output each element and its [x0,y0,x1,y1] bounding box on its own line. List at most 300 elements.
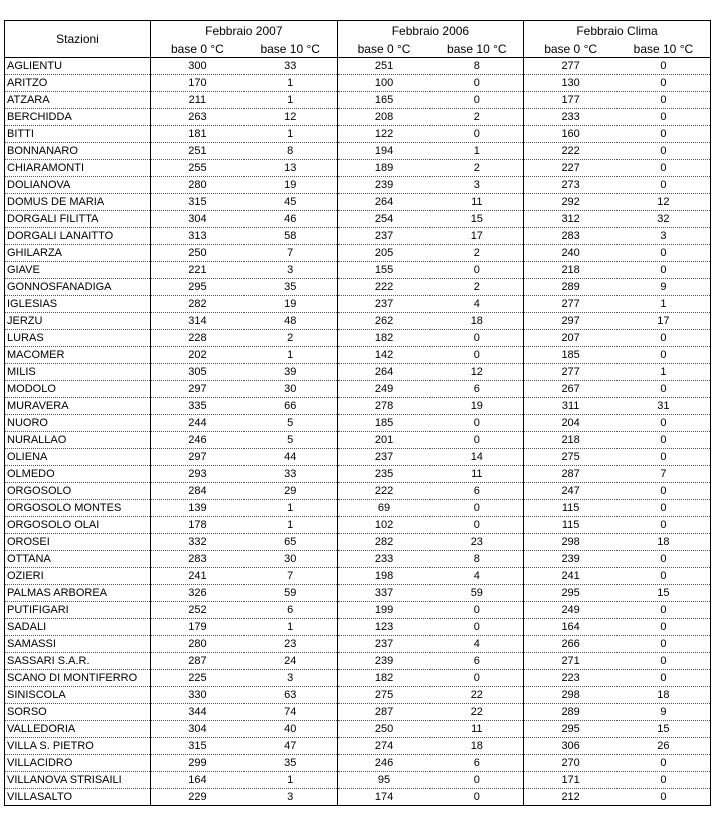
value-cell: 185 [524,347,617,364]
value-cell: 0 [617,92,710,109]
value-cell: 244 [151,415,244,432]
value-cell: 130 [524,75,617,92]
value-cell: 287 [524,466,617,483]
value-cell: 182 [337,670,430,687]
value-cell: 199 [337,602,430,619]
value-cell: 95 [337,772,430,789]
value-cell: 273 [524,177,617,194]
table-row [5,551,711,568]
value-cell: 0 [617,415,710,432]
value-cell: 1 [617,364,710,381]
value-cell: 277 [524,296,617,313]
value-cell: 6 [430,653,523,670]
degree-days-table-container [4,20,711,806]
station-name-cell: VILLA S. PIETRO [5,738,151,755]
group-header-febbraio-2007: Febbraio 2007 [151,21,338,42]
table-row [5,109,711,126]
value-cell: 65 [244,534,337,551]
value-cell: 0 [617,109,710,126]
table-row [5,432,711,449]
station-name-cell: PUTIFIGARI [5,602,151,619]
table-body [5,58,711,806]
value-cell: 337 [337,585,430,602]
value-cell: 1 [244,517,337,534]
value-cell: 282 [151,296,244,313]
value-cell: 0 [617,568,710,585]
value-cell: 171 [524,772,617,789]
table-row [5,500,711,517]
value-cell: 7 [617,466,710,483]
value-cell: 165 [337,92,430,109]
value-cell: 102 [337,517,430,534]
value-cell: 142 [337,347,430,364]
value-cell: 237 [337,636,430,653]
value-cell: 47 [244,738,337,755]
value-cell: 262 [337,313,430,330]
value-cell: 0 [430,670,523,687]
station-name-cell: GHILARZA [5,245,151,262]
value-cell: 270 [524,755,617,772]
value-cell: 2 [430,109,523,126]
value-cell: 0 [617,789,710,806]
table-row [5,228,711,245]
value-cell: 289 [524,279,617,296]
value-cell: 0 [617,330,710,347]
value-cell: 344 [151,704,244,721]
value-cell: 185 [337,415,430,432]
subheader-base-10: base 10 °C [430,41,523,58]
value-cell: 0 [430,415,523,432]
value-cell: 0 [617,432,710,449]
station-name-cell: OROSEI [5,534,151,551]
value-cell: 14 [430,449,523,466]
value-cell: 0 [617,381,710,398]
table-row [5,347,711,364]
table-row [5,279,711,296]
value-cell: 295 [151,279,244,296]
value-cell: 19 [244,296,337,313]
group-header-febbraio-clima: Febbraio Clima [524,21,711,42]
table-row [5,449,711,466]
value-cell: 46 [244,211,337,228]
value-cell: 218 [524,432,617,449]
value-cell: 287 [151,653,244,670]
table-row [5,398,711,415]
value-cell: 237 [337,449,430,466]
value-cell: 0 [617,262,710,279]
value-cell: 6 [430,381,523,398]
value-cell: 0 [617,755,710,772]
value-cell: 306 [524,738,617,755]
table-row [5,534,711,551]
value-cell: 222 [524,143,617,160]
value-cell: 1 [244,126,337,143]
table-row [5,585,711,602]
value-cell: 26 [617,738,710,755]
value-cell: 1 [244,619,337,636]
value-cell: 139 [151,500,244,517]
value-cell: 3 [617,228,710,245]
value-cell: 299 [151,755,244,772]
station-name-cell: BITTI [5,126,151,143]
station-name-cell: LURAS [5,330,151,347]
station-column-header: Stazioni [5,21,151,58]
value-cell: 18 [617,687,710,704]
value-cell: 1 [244,500,337,517]
value-cell: 33 [244,466,337,483]
value-cell: 181 [151,126,244,143]
value-cell: 267 [524,381,617,398]
station-name-cell: GIAVE [5,262,151,279]
value-cell: 6 [430,755,523,772]
value-cell: 63 [244,687,337,704]
value-cell: 211 [151,92,244,109]
value-cell: 5 [244,415,337,432]
value-cell: 164 [524,619,617,636]
value-cell: 205 [337,245,430,262]
value-cell: 218 [524,262,617,279]
station-name-cell: MODOLO [5,381,151,398]
value-cell: 330 [151,687,244,704]
station-name-cell: AGLIENTU [5,58,151,75]
table-row [5,194,711,211]
value-cell: 48 [244,313,337,330]
value-cell: 202 [151,347,244,364]
table-row [5,670,711,687]
value-cell: 17 [430,228,523,245]
value-cell: 58 [244,228,337,245]
value-cell: 312 [524,211,617,228]
value-cell: 233 [524,109,617,126]
value-cell: 155 [337,262,430,279]
value-cell: 5 [244,432,337,449]
value-cell: 40 [244,721,337,738]
value-cell: 9 [617,704,710,721]
value-cell: 1 [617,296,710,313]
value-cell: 18 [617,534,710,551]
value-cell: 0 [430,772,523,789]
table-row [5,789,711,806]
value-cell: 0 [430,75,523,92]
station-name-cell: IGLESIAS [5,296,151,313]
value-cell: 1 [244,347,337,364]
table-row [5,755,711,772]
station-name-cell: OLIENA [5,449,151,466]
table-row [5,381,711,398]
value-cell: 123 [337,619,430,636]
table-row [5,619,711,636]
value-cell: 250 [337,721,430,738]
value-cell: 31 [617,398,710,415]
value-cell: 313 [151,228,244,245]
value-cell: 0 [430,92,523,109]
value-cell: 3 [244,789,337,806]
station-name-cell: NURALLAO [5,432,151,449]
value-cell: 3 [244,262,337,279]
value-cell: 23 [430,534,523,551]
value-cell: 0 [617,517,710,534]
value-cell: 74 [244,704,337,721]
value-cell: 0 [430,347,523,364]
value-cell: 315 [151,194,244,211]
group-header-febbraio-2006: Febbraio 2006 [337,21,524,42]
value-cell: 115 [524,500,617,517]
value-cell: 289 [524,704,617,721]
value-cell: 249 [524,602,617,619]
value-cell: 298 [524,687,617,704]
station-name-cell: OLMEDO [5,466,151,483]
value-cell: 198 [337,568,430,585]
table-row [5,245,711,262]
value-cell: 1 [244,92,337,109]
value-cell: 0 [430,789,523,806]
value-cell: 274 [337,738,430,755]
station-name-cell: ORGOSOLO MONTES [5,500,151,517]
value-cell: 12 [430,364,523,381]
value-cell: 35 [244,279,337,296]
value-cell: 3 [244,670,337,687]
station-name-cell: SORSO [5,704,151,721]
value-cell: 22 [430,687,523,704]
station-name-cell: SASSARI S.A.R. [5,653,151,670]
value-cell: 298 [524,534,617,551]
value-cell: 201 [337,432,430,449]
value-cell: 23 [244,636,337,653]
value-cell: 255 [151,160,244,177]
value-cell: 225 [151,670,244,687]
value-cell: 0 [617,483,710,500]
value-cell: 264 [337,194,430,211]
station-name-cell: BERCHIDDA [5,109,151,126]
table-row [5,143,711,160]
value-cell: 233 [337,551,430,568]
value-cell: 33 [244,58,337,75]
value-cell: 246 [337,755,430,772]
value-cell: 2 [430,279,523,296]
value-cell: 44 [244,449,337,466]
value-cell: 0 [617,670,710,687]
value-cell: 295 [524,721,617,738]
station-name-cell: MURAVERA [5,398,151,415]
value-cell: 45 [244,194,337,211]
station-name-cell: VILLANOVA STRISAILI [5,772,151,789]
value-cell: 15 [617,721,710,738]
value-cell: 239 [337,653,430,670]
value-cell: 251 [151,143,244,160]
value-cell: 0 [617,160,710,177]
station-name-cell: MILIS [5,364,151,381]
value-cell: 160 [524,126,617,143]
value-cell: 326 [151,585,244,602]
value-cell: 18 [430,738,523,755]
table-row [5,517,711,534]
value-cell: 4 [430,568,523,585]
value-cell: 6 [430,483,523,500]
table-row [5,160,711,177]
value-cell: 277 [524,58,617,75]
station-name-cell: PALMAS ARBOREA [5,585,151,602]
table-row [5,262,711,279]
value-cell: 66 [244,398,337,415]
value-cell: 304 [151,211,244,228]
value-cell: 0 [617,177,710,194]
table-row [5,415,711,432]
value-cell: 300 [151,58,244,75]
value-cell: 11 [430,466,523,483]
value-cell: 19 [244,177,337,194]
value-cell: 0 [617,653,710,670]
value-cell: 1 [244,772,337,789]
value-cell: 208 [337,109,430,126]
table-row [5,687,711,704]
value-cell: 39 [244,364,337,381]
value-cell: 122 [337,126,430,143]
value-cell: 4 [430,636,523,653]
value-cell: 237 [337,296,430,313]
value-cell: 2 [244,330,337,347]
value-cell: 18 [430,313,523,330]
value-cell: 283 [151,551,244,568]
value-cell: 250 [151,245,244,262]
table-row [5,330,711,347]
value-cell: 266 [524,636,617,653]
table-row [5,568,711,585]
station-name-cell: ORGOSOLO OLAI [5,517,151,534]
value-cell: 182 [337,330,430,347]
value-cell: 12 [617,194,710,211]
value-cell: 3 [430,177,523,194]
table-row [5,211,711,228]
value-cell: 69 [337,500,430,517]
value-cell: 314 [151,313,244,330]
value-cell: 297 [524,313,617,330]
value-cell: 2 [430,245,523,262]
subheader-base-10: base 10 °C [617,41,710,58]
value-cell: 227 [524,160,617,177]
value-cell: 0 [617,75,710,92]
value-cell: 278 [337,398,430,415]
value-cell: 11 [430,194,523,211]
subheader-base-0: base 0 °C [524,41,617,58]
value-cell: 0 [617,619,710,636]
value-cell: 4 [430,296,523,313]
value-cell: 0 [617,143,710,160]
value-cell: 8 [430,551,523,568]
value-cell: 228 [151,330,244,347]
value-cell: 280 [151,177,244,194]
value-cell: 7 [244,245,337,262]
value-cell: 277 [524,364,617,381]
station-name-cell: CHIARAMONTI [5,160,151,177]
value-cell: 280 [151,636,244,653]
value-cell: 207 [524,330,617,347]
value-cell: 0 [617,551,710,568]
value-cell: 15 [430,211,523,228]
table-row [5,92,711,109]
value-cell: 235 [337,466,430,483]
value-cell: 7 [244,568,337,585]
degree-days-table [4,20,711,806]
value-cell: 0 [430,432,523,449]
value-cell: 0 [617,245,710,262]
value-cell: 240 [524,245,617,262]
value-cell: 246 [151,432,244,449]
table-row [5,721,711,738]
value-cell: 335 [151,398,244,415]
value-cell: 2 [430,160,523,177]
value-cell: 315 [151,738,244,755]
table-row [5,704,711,721]
value-cell: 0 [617,636,710,653]
value-cell: 35 [244,755,337,772]
value-cell: 0 [617,500,710,517]
value-cell: 332 [151,534,244,551]
value-cell: 0 [617,772,710,789]
value-cell: 19 [430,398,523,415]
station-name-cell: DORGALI FILITTA [5,211,151,228]
value-cell: 237 [337,228,430,245]
value-cell: 282 [337,534,430,551]
value-cell: 164 [151,772,244,789]
station-name-cell: ATZARA [5,92,151,109]
value-cell: 212 [524,789,617,806]
value-cell: 9 [617,279,710,296]
station-name-cell: ORGOSOLO [5,483,151,500]
value-cell: 305 [151,364,244,381]
value-cell: 239 [524,551,617,568]
value-cell: 275 [337,687,430,704]
value-cell: 179 [151,619,244,636]
value-cell: 229 [151,789,244,806]
table-row [5,483,711,500]
value-cell: 13 [244,160,337,177]
value-cell: 177 [524,92,617,109]
value-cell: 32 [617,211,710,228]
station-name-cell: JERZU [5,313,151,330]
table-row [5,466,711,483]
value-cell: 221 [151,262,244,279]
value-cell: 263 [151,109,244,126]
value-cell: 0 [430,602,523,619]
value-cell: 0 [430,500,523,517]
value-cell: 254 [337,211,430,228]
value-cell: 8 [244,143,337,160]
station-name-cell: DOLIANOVA [5,177,151,194]
value-cell: 292 [524,194,617,211]
value-cell: 100 [337,75,430,92]
value-cell: 0 [430,330,523,347]
table-row [5,738,711,755]
table-row [5,364,711,381]
table-row [5,313,711,330]
value-cell: 0 [617,602,710,619]
value-cell: 0 [617,449,710,466]
station-name-cell: BONNANARO [5,143,151,160]
station-name-cell: MACOMER [5,347,151,364]
value-cell: 252 [151,602,244,619]
value-cell: 0 [430,619,523,636]
table-row [5,177,711,194]
table-row [5,602,711,619]
value-cell: 0 [617,58,710,75]
table-header [5,21,711,58]
value-cell: 59 [430,585,523,602]
value-cell: 178 [151,517,244,534]
value-cell: 271 [524,653,617,670]
station-name-cell: SAMASSI [5,636,151,653]
station-name-cell: GONNOSFANADIGA [5,279,151,296]
station-name-cell: VALLEDORIA [5,721,151,738]
